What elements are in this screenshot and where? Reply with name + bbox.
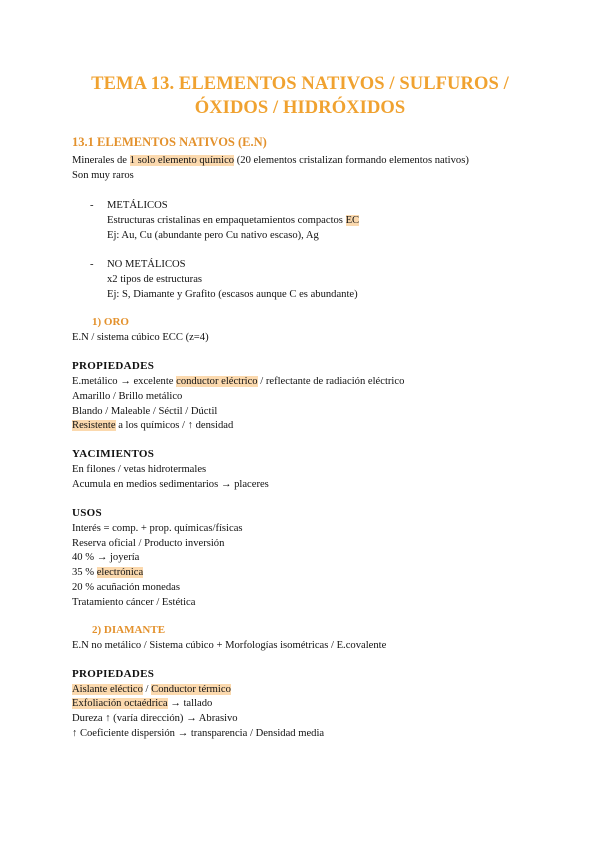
- diamante-propiedades-heading: PROPIEDADES: [72, 668, 155, 680]
- diamante-prop-1-highlight-a: Aislante eléctico: [72, 684, 143, 695]
- oro-uso-5: 20 % acuñación monedas: [72, 582, 180, 593]
- bullet-dash: -: [90, 259, 94, 270]
- metalicos-desc-text: Estructuras cristalinas en empaquetamientos compactos: [107, 215, 346, 226]
- oro-uso-6: Tratamiento cáncer / Estética: [72, 597, 196, 608]
- oro-uso-4: [72, 566, 143, 580]
- metalicos-example: Ej: Au, Cu (abundante pero Cu nativo escaso), Ag: [107, 230, 319, 241]
- oro-yac-1: En filones / vetas hidrotermales: [72, 464, 207, 475]
- diamante-prop-2: [72, 697, 212, 711]
- diamante-prop-1-highlight-b: Conductor térmico: [151, 684, 231, 695]
- bullet-dash: -: [90, 200, 94, 211]
- oro-prop-4: [72, 419, 233, 433]
- oro-usos-heading: USOS: [72, 507, 102, 519]
- oro-uso-2: Reserva oficial / Producto inversión: [72, 538, 225, 549]
- oro-prop-2: Amarillo / Brillo metálico: [72, 391, 183, 402]
- page-title: [40, 72, 560, 120]
- oro-yac-2: Acumula en medios sedimentarios → placeres: [72, 479, 269, 490]
- oro-prop-3: Blando / Maleable / Séctil / Dúctil: [72, 406, 218, 417]
- oro-yacimientos-heading: YACIMIENTOS: [72, 448, 155, 460]
- title-line-2: ÓXIDOS / HIDRÓXIDOS: [194, 98, 406, 118]
- intro-text-pre: Minerales de: [72, 155, 130, 166]
- oro-uso-3: 40 % → joyería: [72, 552, 140, 563]
- oro-prop-1-text: E.metálico → excelente: [72, 376, 177, 387]
- no-metalicos-example: Ej: S, Diamante y Grafito (escasos aunque C es abundante): [107, 289, 358, 300]
- oro-desc: E.N / sistema cúbico ECC (z=4): [72, 332, 209, 343]
- no-metalicos-desc: x2 tipos de estructuras: [107, 274, 203, 285]
- intro-text-post: (20 elementos cristalizan formando elementos nativos): [234, 155, 469, 166]
- intro-highlight: 1 solo elemento químico: [129, 155, 235, 166]
- section-heading-13-1: 13.1 ELEMENTOS NATIVOS (E.N): [72, 135, 267, 149]
- no-metalicos-title: NO METÁLICOS: [107, 259, 186, 270]
- diamante-prop-3: Dureza ↑ (varía dirección) → Abrasivo: [72, 713, 238, 724]
- subsection-heading-diamante: 2) DIAMANTE: [92, 624, 166, 636]
- oro-prop-1: [72, 375, 404, 389]
- oro-prop-1-text-post: / reflectante de radiación eléctrico: [257, 376, 405, 387]
- diamante-prop-1: [72, 683, 231, 697]
- oro-prop-4-text: a los químicos / ↑ densidad: [115, 420, 234, 431]
- oro-prop-1-highlight: conductor eléctrico: [176, 376, 258, 387]
- oro-propiedades-heading: PROPIEDADES: [72, 360, 155, 372]
- oro-uso-4-text: 35 %: [72, 567, 97, 578]
- oro-uso-4-highlight: electrónica: [96, 567, 144, 578]
- diamante-prop-1-separator: /: [142, 684, 152, 695]
- metalicos-desc-highlight: EC: [345, 215, 360, 226]
- oro-prop-4-highlight: Resistente: [72, 420, 116, 431]
- subsection-heading-oro: 1) ORO: [92, 316, 129, 328]
- intro-line: [72, 154, 469, 168]
- diamante-desc: E.N no metálico / Sistema cúbico + Morfologías isométricas / E.covalente: [72, 640, 387, 651]
- diamante-prop-2-highlight: Exfoliación octaédrica: [72, 698, 168, 709]
- oro-uso-1: Interés = comp. + prop. químicas/físicas: [72, 523, 243, 534]
- rare-line: Son muy raros: [72, 170, 134, 181]
- diamante-prop-2-text: → tallado: [167, 698, 213, 709]
- metalicos-title: METÁLICOS: [107, 200, 168, 211]
- diamante-prop-4: ↑ Coeficiente dispersión → transparencia / Densidad media: [72, 728, 325, 739]
- metalicos-desc: [107, 214, 359, 228]
- title-line-1: TEMA 13. ELEMENTOS NATIVOS / SULFUROS /: [91, 74, 509, 94]
